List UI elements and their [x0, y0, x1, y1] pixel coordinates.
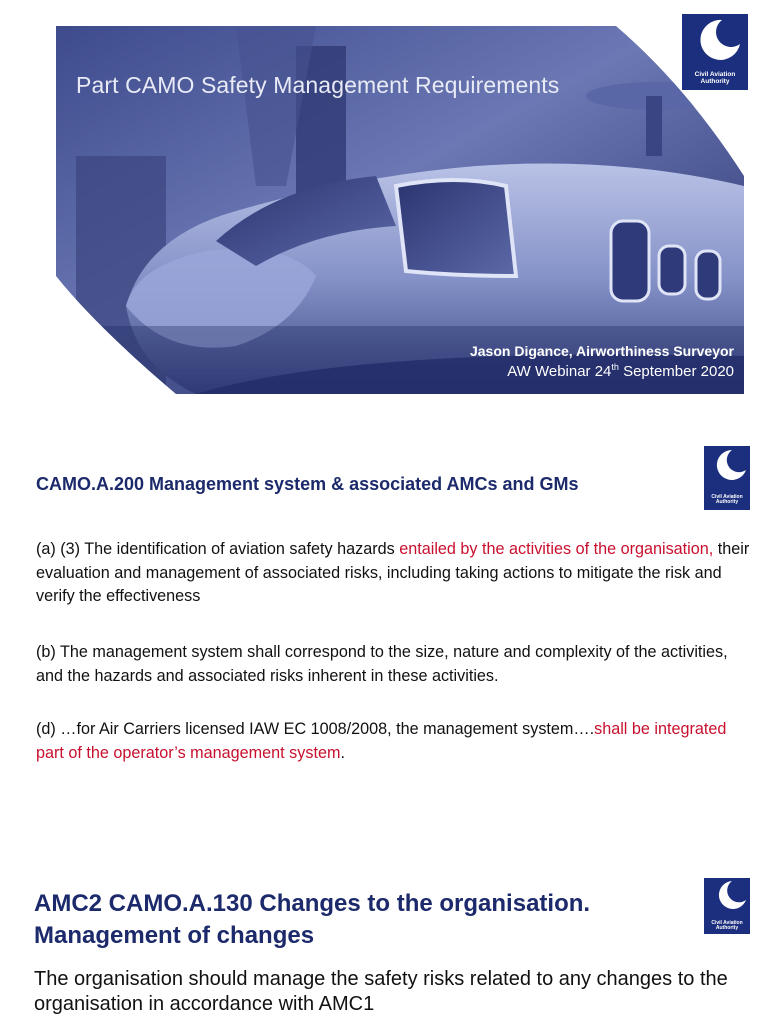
caa-logo: [704, 878, 750, 934]
para-a-rest: their evaluation and management of associated risks, including taking actions to mitigate the risk and verify the effectiveness: [36, 540, 750, 605]
para-d-highlight: shall be integrated part of the operator’s management system: [36, 720, 727, 762]
paragraph-d: [36, 718, 752, 765]
title-slide: [0, 0, 768, 410]
caa-crescent-icon: [704, 446, 750, 488]
amc2-camo-a130-slide: [0, 830, 768, 1024]
caa-crescent-icon: [682, 14, 748, 64]
camo-a200-slide: [0, 410, 768, 830]
slide-body-text: The organisation should manage the safety risks related to any changes to the organisation in accordance with AMC1: [34, 968, 728, 1015]
event-ordinal: th: [611, 362, 619, 372]
heading-line2: Management of changes: [34, 922, 315, 949]
paragraph-b: (b) The management system shall correspond to the size, nature and complexity of the activities, and the hazards and associated risks inherent in these activities.: [36, 643, 728, 685]
para-d-text: (d) …for Air Carriers licensed IAW EC 1008/2008, the management system….: [36, 720, 595, 738]
logo-line1: Civil Aviation: [711, 919, 743, 926]
slide-heading: [34, 888, 590, 952]
paragraph-a3: [36, 538, 752, 609]
logo-line1: Civil Aviation: [694, 71, 736, 79]
event-date: [507, 362, 734, 380]
para-d-end: .: [340, 743, 345, 762]
logo-line2: Authority: [700, 78, 730, 86]
logo-line2: Authority: [715, 924, 739, 931]
presenter-name: Jason Digance, Airworthiness Surveyor: [469, 343, 734, 359]
slide-heading: CAMO.A.200 Management system & associated AMCs and GMs: [36, 474, 579, 494]
caa-logo: [682, 14, 748, 90]
heading-line1: AMC2 CAMO.A.130 Changes to the organisation.: [34, 890, 591, 917]
logo-line2: Authority: [715, 498, 739, 505]
event-suffix: September 2020: [618, 363, 734, 380]
caa-logo: [704, 446, 750, 510]
para-a-highlight: entailed by the activities of the organisation,: [399, 540, 714, 558]
caa-crescent-icon: [704, 878, 750, 916]
logo-line1: Civil Aviation: [711, 493, 743, 500]
presentation-title: Part CAMO Safety Management Requirements: [76, 72, 560, 98]
para-a-text: (a) (3) The identification of aviation safety hazards: [36, 540, 400, 558]
event-prefix: AW Webinar 24: [507, 363, 612, 380]
